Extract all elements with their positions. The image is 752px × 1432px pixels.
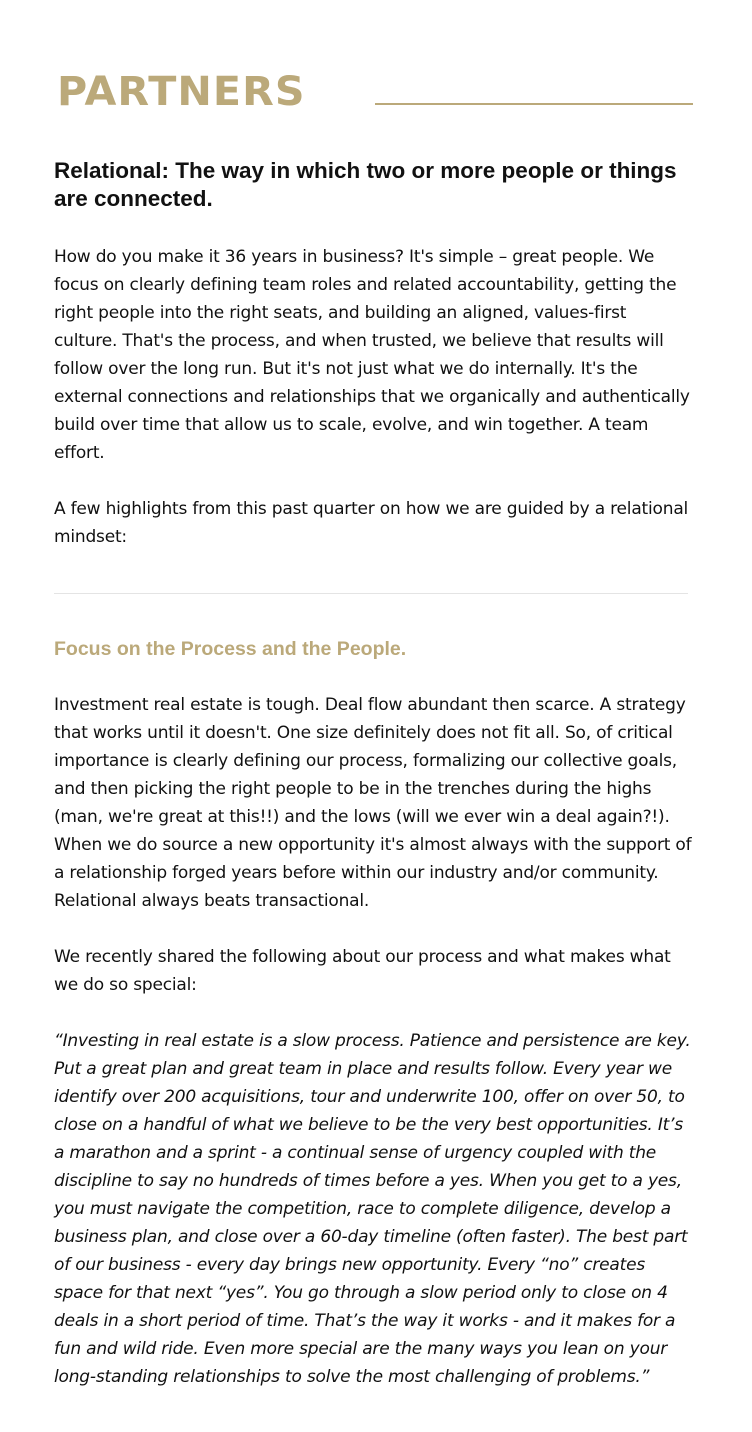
investment-paragraph: Investment real estate is tough. Deal flow abundant then scarce. A strategy that works until it doesn't. One size definitely does not fit all. So, of critical importance is clearly defining our process, formalizing our collective goals, and then picking the right people to be in the trenches during the highs (man, we're great at this!!) and the lows (will we ever win a deal again?!). When we do source a new opportunity it's almost always with the support of a relationship forged years before within our industry and/or community. Relational always beats transactional. (54, 695, 692, 911)
intro-paragraph: How do you make it 36 years in business? It's simple – great people. We focus on clearly defining team roles and related accountability, getting the right people into the right seats, and building an aligned, values-first culture. That's the process, and when trusted, we believe that results will follow over the long run. But it's not just what we do internally. It's the external connections and relationships that we organically and authentically build over time that allow us to scale, evolve, and win together. A team effort. (54, 247, 690, 463)
section-title: PARTNERS (57, 69, 306, 115)
process-section-heading: Focus on the Process and the People. (54, 638, 407, 660)
highlights-paragraph: A few highlights from this past quarter on how we are guided by a relational mindset: (54, 499, 689, 547)
section-header (57, 68, 694, 118)
shared-intro-paragraph: We recently shared the following about our process and what makes what we do so special: (54, 947, 671, 995)
relational-definition: Relational: The way in which two or more people or things are connected. (54, 158, 677, 211)
section-divider (54, 593, 688, 594)
process-quote: “Investing in real estate is a slow process. Patience and persistence are key. Put a great plan and great team in place and results follow. Every year we identify over 200 acquisitions, tour and underwrite 100, offer on over 50, to close on a handful of what we believe to be the very best opportunities. It’s a marathon and a sprint - a continual sense of urgency coupled with the discipline to say no hundreds of times before a yes. When you get to a yes, you must navigate the competition, race to complete diligence, develop a business plan, and close over a 60-day timeline (often faster). The best part of our business - every day brings new opportunity. Every “no” creates space for that next “yes”. You go through a slow period only to close on 4 deals in a short period of time. That’s the way it works - and it makes for a fun and wild ride. Even more special are the many ways you lean on your long-standing relationships to solve the most challenging of problems.” (54, 1031, 691, 1387)
title-underline-rule (375, 103, 693, 105)
